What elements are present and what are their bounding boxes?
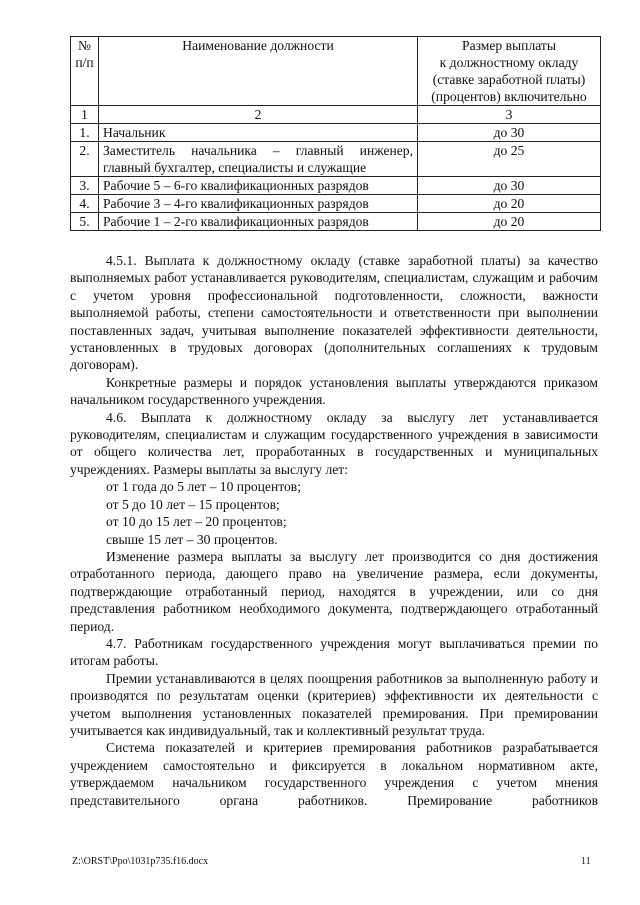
table-row: 3. Рабочие 5 – 6-го квалификационных разрядов до 30 [71, 177, 601, 195]
pay-table [70, 36, 601, 231]
page-number: 11 [581, 856, 591, 867]
paragraph-bonuses: Премии устанавливаются в целях поощрения работников за выполненную работу и производятся по результатам оценки (критериев) эффективности их деятельности с учетом выполнения установленных показателей премирования. При премировании учитывается как индивидуальный, так и коллективный результат труда. [70, 670, 598, 738]
seniority-item: от 1 года до 5 лет – 10 процентов; [106, 479, 301, 495]
table-row: 4. Рабочие 3 – 4-го квалификационных разрядов до 20 [71, 195, 601, 213]
paragraph-order: Конкретные размеры и порядок установления выплаты утверждаются приказом начальником государственного учреждения. [70, 374, 598, 408]
header-position: Наименование должности [99, 37, 418, 106]
seniority-item: свыше 15 лет – 30 процентов. [106, 531, 278, 547]
paragraph-4-5-1: 4.5.1. Выплата к должностному окладу (ставке заработной платы) за качество выполняемых работ устанавливается руководителям, специалистам, служащим и рабочим с учетом уровня профессиональной подготовленности, сложности, важности выполняемой работы, степени самостоятельности и ответственности при выполнении поставленных задач, учитывая выполнение показателей эффективности деятельности, установленных в трудовых договорах (дополнительных соглашениях к трудовым договорам). [70, 253, 598, 373]
table-row: 1. Начальник до 30 [71, 124, 601, 142]
document-body [70, 252, 598, 809]
seniority-item: от 5 до 10 лет – 15 процентов; [106, 496, 280, 512]
paragraph-change: Изменение размера выплаты за выслугу лет производится со дня достижения отработанного периода, дающего право на увеличение размера, если документы, подтверждающие отработанный период, находятся в учреждении, или со дня представления работником необходимого документа, подтверждающего отработанный период. [70, 548, 598, 634]
header-num: № п/п [71, 37, 99, 106]
column-number-row: 1 2 3 [71, 106, 601, 124]
table-row: 2. Заместитель начальника – главный инженер, главный бухгалтер, специалисты и служащие до 25 [71, 142, 601, 177]
paragraph-4-6: 4.6. Выплата к должностному окладу за выслугу лет устанавливается руководителям, специалистам и служащим государственного учреждения в зависимости от общего количества лет, проработанных в государственных и муниципальных учреждениях. Размеры выплаты за выслугу лет: [70, 409, 598, 477]
paragraph-4-7: 4.7. Работникам государственного учреждения могут выплачиваться премии по итогам работы. [70, 635, 598, 669]
footer-file-path: Z:\ORST\Ppo\1031p735.f16.docx [72, 856, 209, 867]
seniority-item: от 10 до 15 лет – 20 процентов; [106, 514, 287, 530]
paragraph-system: Система показателей и критериев премирования работников разрабатывается учреждением самостоятельно и фиксируется в локальном нормативном акте, утверждаемом начальником государственного учреждения с учетом мнения представительного органа работников. Премирование работников [70, 740, 598, 808]
table-row: 5. Рабочие 1 – 2-го квалификационных разрядов до 20 [71, 213, 601, 231]
header-pay: Размер выплаты к должностному окладу (ставке заработной платы) (процентов) включительно [418, 37, 601, 106]
table-header-row [71, 37, 601, 106]
